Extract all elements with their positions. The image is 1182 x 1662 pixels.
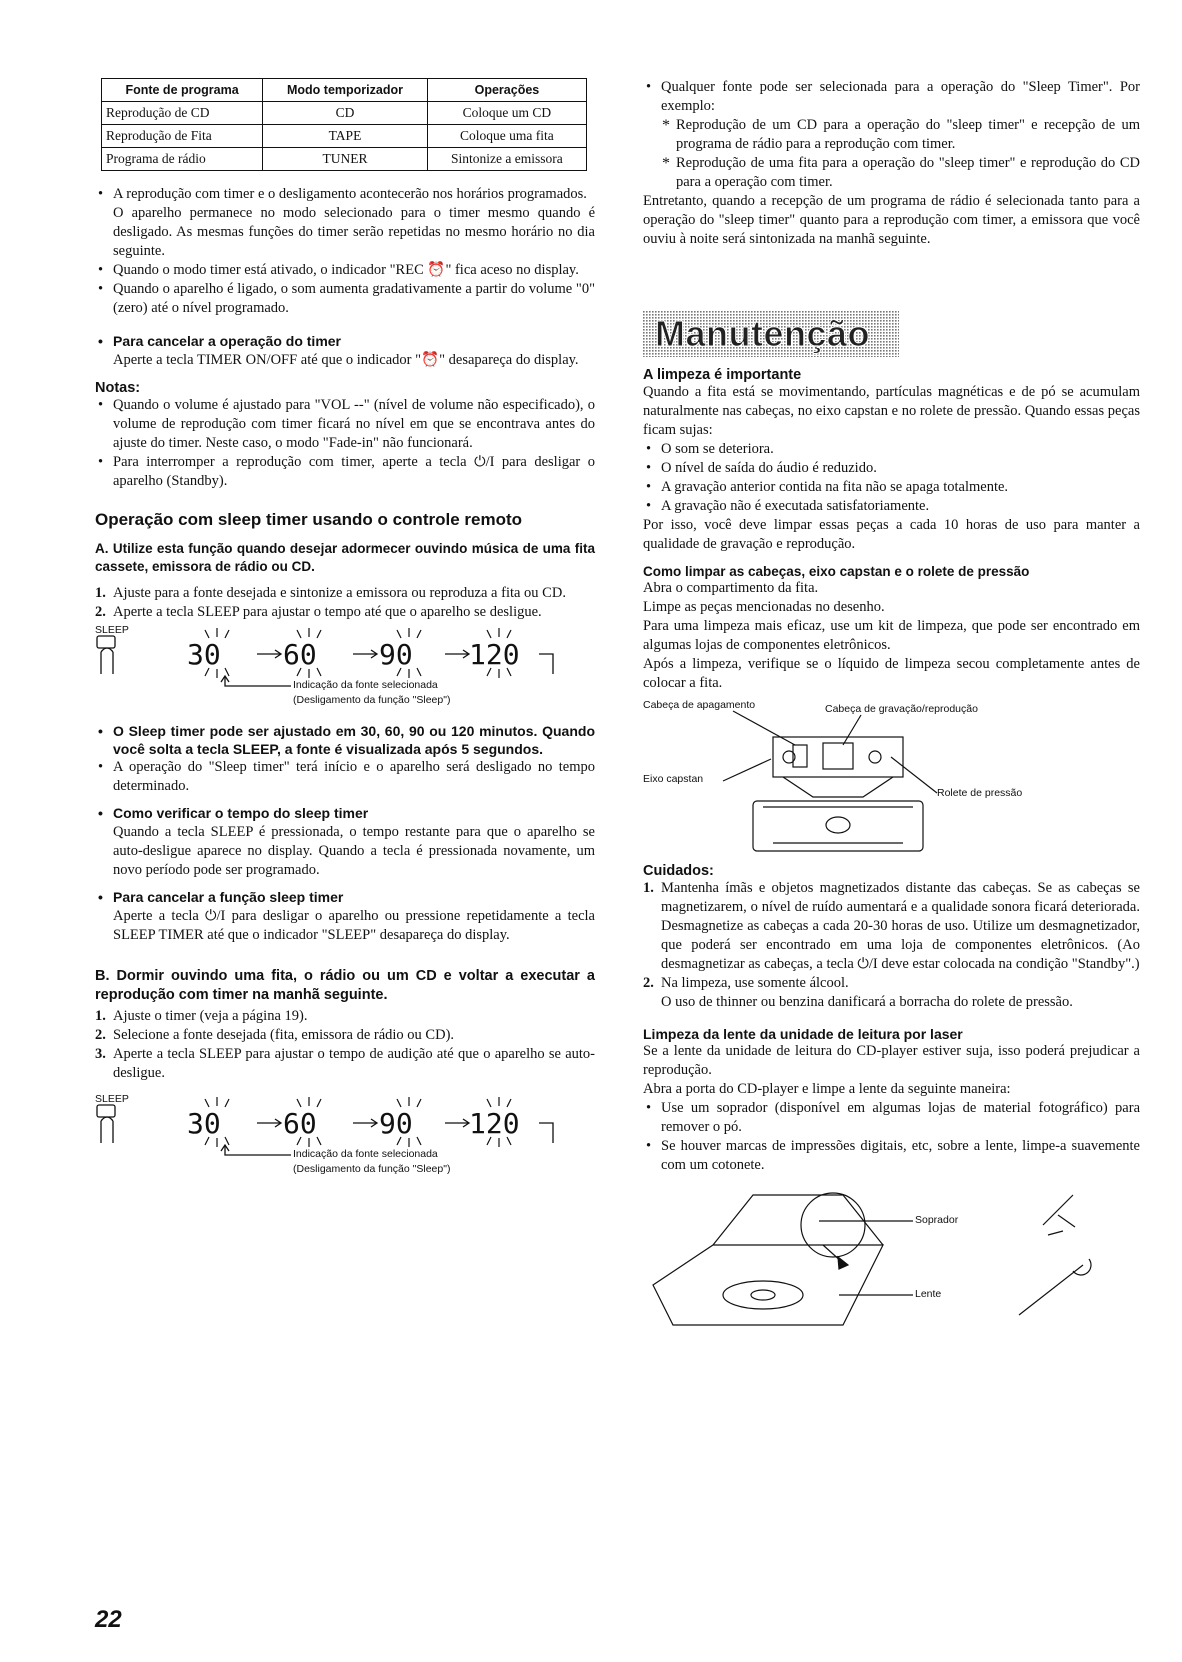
sleep-bullet: • A operação do "Sleep timer" terá início e o aparelho será desligado no tempo determinado. [95,758,595,796]
table-cell: Coloque uma fita [427,125,586,148]
step-item: 3. Aperte a tecla SLEEP para ajustar o tempo de audição até que o aparelho se auto-desligue. [95,1046,595,1081]
notes-heading: Notas: [95,380,141,396]
sleep-section-heading: Operação com sleep timer usando o controle remoto [95,510,522,529]
rec-head-label: Cabeça de gravação/reprodução [825,703,978,715]
cancel-sleep-heading: • Para cancelar a função sleep timer [95,888,595,907]
bullet-item: • O nível de saída do áudio é reduzido. [643,459,1140,478]
table-row [102,102,587,125]
right-column [643,78,1140,1335]
care-continuation: O uso de thinner ou benzina danificará a borracha do rolete de pressão. [661,994,1073,1010]
display-60: 60 [283,638,317,671]
table-cell: Programa de rádio [102,148,263,171]
sleep-label: SLEEP [95,624,129,636]
table-cell: CD [263,102,428,125]
table-header: Modo temporizador [263,79,428,102]
bullet-item: • Quando o aparelho é ligado, o som aumenta gradativamente a partir do volume "0" (zero) até o nível programado. [95,280,595,318]
paragraph: Abra a porta do CD-player e limpe a lente da seguinte maneira: [643,1081,1011,1097]
erase-head-label: Cabeça de apagamento [643,699,756,711]
table-header: Fonte de programa [102,79,263,102]
table-cell: Reprodução de Fita [102,125,263,148]
indicator-sublabel: (Desligamento da função "Sleep") [293,694,451,706]
step-text: Aperte a tecla SLEEP para ajustar o tempo até que o aparelho se desligue. [113,604,542,620]
paragraph: Quando a fita está se movimentando, partículas magnéticas e de pó se acumulam naturalmente nas cabeças, no eixo capstan e no rolete de pressão. Quando essas peças ficam sujas: [643,384,1140,438]
paragraph: Entretanto, quando a recepção de um programa de rádio é selecionada tanto para a operação do "sleep timer" quanto para a reprodução com timer, a emissora que você ouviu à noite será sintonizada na manhã seguinte. [643,193,1140,247]
note-item: • Quando o volume é ajustado para "VOL --" (nível de volume não especificado), o volume de reprodução com timer ficará no nível em que se encontrava antes do ajuste do timer. Neste caso, o modo "Fade-in" não funcionará. [95,396,595,453]
sleep-bullet-bold: • O Sleep timer pode ser ajustado em 30, 60, 90 ou 120 minutos. Quando você solta a tecla SLEEP, a fonte é visualizada após 5 segundos. [95,722,595,758]
paragraph: Se a lente da unidade de leitura do CD-player estiver suja, isso poderá prejudicar a reprodução. [643,1043,1140,1078]
lens-label: Lente [915,1288,942,1300]
step-text: Ajuste o timer (veja a página 19). [113,1008,308,1024]
step-item: 1. Ajuste para a fonte desejada e sintonize a emissora ou reproduza a fita ou CD. [95,585,566,601]
display-30: 30 [187,1107,221,1140]
display-90: 90 [379,638,413,671]
paragraph: Abra o compartimento da fita. [643,580,819,596]
verify-text: Quando a tecla SLEEP é pressionada, o tempo restante para que o aparelho se auto-desligue aparece no display. Quando a tecla é pressionada novamente, um novo período pode ser programado. [113,824,595,878]
display-120: 120 [469,1107,520,1140]
section-b-heading: B. Dormir ouvindo uma fita, o rádio ou um CD e voltar a executar a reprodução com timer na manhã seguinte. [95,968,595,1003]
step-text: Ajuste para a fonte desejada e sintonize a emissora ou reproduza a fita ou CD. [113,585,566,601]
table-cell: Sintonize a emissora [427,148,586,171]
care-item: 1. Mantenha ímãs e objetos magnetizados distante das cabeças. Se as cabeças se magnetizarem, o nível de ruído aumentará e a qualidade sonora ficará deteriorada. Desmagnetize as cabeças a cada 20-30 horas de uso. Utilize um desmagnetizador, que poderá ser encontrado em uma loja de componentes eletrônicos. (Ao desmagnetizar as cabeças, a tecla ⏻/I deve estar colocada na condição "Standby".) [643,880,1140,972]
step-item: 2. Aperte a tecla SLEEP para ajustar o tempo até que o aparelho se desligue. [95,604,542,620]
sleep-sequence-diagram-2 [95,1093,595,1189]
step-item: 1. Ajuste o timer (veja a página 19). [95,1008,308,1024]
bullet-item: • Qualquer fonte pode ser selecionada para a operação do "Sleep Timer". Por exemplo: [643,78,1140,116]
step-text: Aperte a tecla SLEEP para ajustar o tempo de audição até que o aparelho se auto-desligue. [113,1046,595,1081]
bullet-item: • Se houver marcas de impressões digitais, etc, sobre a lente, limpe-a suavemente com um cotonete. [643,1137,1140,1175]
blower-label: Soprador [915,1214,959,1226]
sleep-label: SLEEP [95,1093,129,1105]
table-cell: TAPE [263,125,428,148]
how-to-clean-heading: Como limpar as cabeças, eixo capstan e o rolete de pressão [643,564,1030,579]
care-text: Mantenha ímãs e objetos magnetizados distante das cabeças. Se as cabeças se magnetizarem, o nível de ruído aumentará e a qualidade sonora ficará deteriorada. Desmagnetize as cabeças a cada 20-30 horas de uso. Utilize um desmagnetizador, que poderá ser encontrado em uma loja de componentes eletrônicos. (Ao desmagnetizar as cabeças, a tecla ⏻/I deve estar colocada na condição "Standby".) [661,880,1140,972]
display-30: 30 [187,638,221,671]
care-heading: Cuidados: [643,863,714,879]
banner-title: Manutenção [655,313,871,354]
timer-source-table [101,78,587,171]
indicator-sublabel: (Desligamento da função "Sleep") [293,1163,451,1175]
bullet-item: • A gravação não é executada satisfatoriamente. [643,497,1140,516]
bullet-item: • Quando o modo timer está ativado, o indicador "REC ⏰" fica aceso no display. [95,261,595,280]
capstan-label: Eixo capstan [643,773,704,785]
cancel-timer-heading: • Para cancelar a operação do timer [95,332,595,351]
section-a-heading: A. Utilize esta função quando desejar adormecer ouvindo música de uma fita cassete, emissora de rádio ou CD. [95,541,595,574]
pinch-roller-label: Rolete de pressão [937,787,1023,799]
lens-cleaning-diagram [643,1185,1140,1335]
tape-deck-icon [643,697,1140,861]
sleep-sequence-diagram [95,624,595,720]
bullet-item: • Use um soprador (disponível em algumas lojas de material fotográfico) para remover o pó. [643,1099,1140,1137]
bullet-item: • A reprodução com timer e o desligamento acontecerão nos horários programados. [95,185,595,204]
bullet-continuation: O aparelho permanece no modo selecionado para o timer mesmo quando é desligado. As mesmas funções do timer serão repetidas no mesmo horário no dia seguinte. [113,205,595,259]
lens-heading: Limpeza da lente da unidade de leitura por laser [643,1026,963,1042]
section-banner [643,311,899,357]
table-header-row [102,79,587,102]
left-column [95,78,595,1189]
bullet-item: • A gravação anterior contida na fita não se apaga totalmente. [643,478,1140,497]
table-cell: TUNER [263,148,428,171]
paragraph: Para uma limpeza mais eficaz, use um kit de limpeza, que pode ser encontrado em algumas lojas de componentes eletrônicos. [643,618,1140,653]
example-item: * Reprodução de um CD para a operação do "sleep timer" e recepção de um programa de rádio para a reprodução com timer. [643,116,1140,154]
table-header: Operações [427,79,586,102]
paragraph: Após a limpeza, verifique se o líquido de limpeza secou completamente antes de colocar a fita. [643,656,1140,691]
paragraph: Limpe as peças mencionadas no desenho. [643,599,885,615]
page-number: 22 [95,1606,122,1633]
cleaning-heading: A limpeza é importante [643,367,802,383]
table-cell: Reprodução de CD [102,102,263,125]
example-item: * Reprodução de uma fita para a operação do "sleep timer" e reprodução do CD para a operação com timer. [643,154,1140,192]
bullet-item: • O som se deteriora. [643,440,1140,459]
indicator-label: Indicação da fonte selecionada [293,679,438,691]
paragraph: Por isso, você deve limpar essas peças a cada 10 horas de uso para manter a qualidade de gravação e reprodução. [643,517,1140,552]
care-item: 2. Na limpeza, use somente álcool. [643,975,849,991]
step-text: Selecione a fonte desejada (fita, emissora de rádio ou CD). [113,1027,455,1043]
table-row [102,148,587,171]
cd-tray-icon [643,1185,1140,1335]
display-60: 60 [283,1107,317,1140]
tape-head-diagram [643,697,1140,861]
display-120: 120 [469,638,520,671]
verify-heading: • Como verificar o tempo do sleep timer [95,804,595,823]
note-item: • Para interromper a reprodução com timer, aperte a tecla ⏻/I para desligar o aparelho (Standby). [95,453,595,491]
table-cell: Coloque um CD [427,102,586,125]
step-item: 2. Selecione a fonte desejada (fita, emissora de rádio ou CD). [95,1027,455,1043]
cancel-sleep-text: Aperte a tecla ⏻/I para desligar o aparelho ou pressione repetidamente a tecla SLEEP TIMER até que o indicador "SLEEP" desapareça do display. [113,908,595,943]
care-text: Na limpeza, use somente álcool. [661,975,849,991]
table-row [102,125,587,148]
display-90: 90 [379,1107,413,1140]
indicator-label: Indicação da fonte selecionada [293,1148,438,1160]
cancel-timer-text: Aperte a tecla TIMER ON/OFF até que o indicador "⏰" desapareça do display. [113,352,579,368]
